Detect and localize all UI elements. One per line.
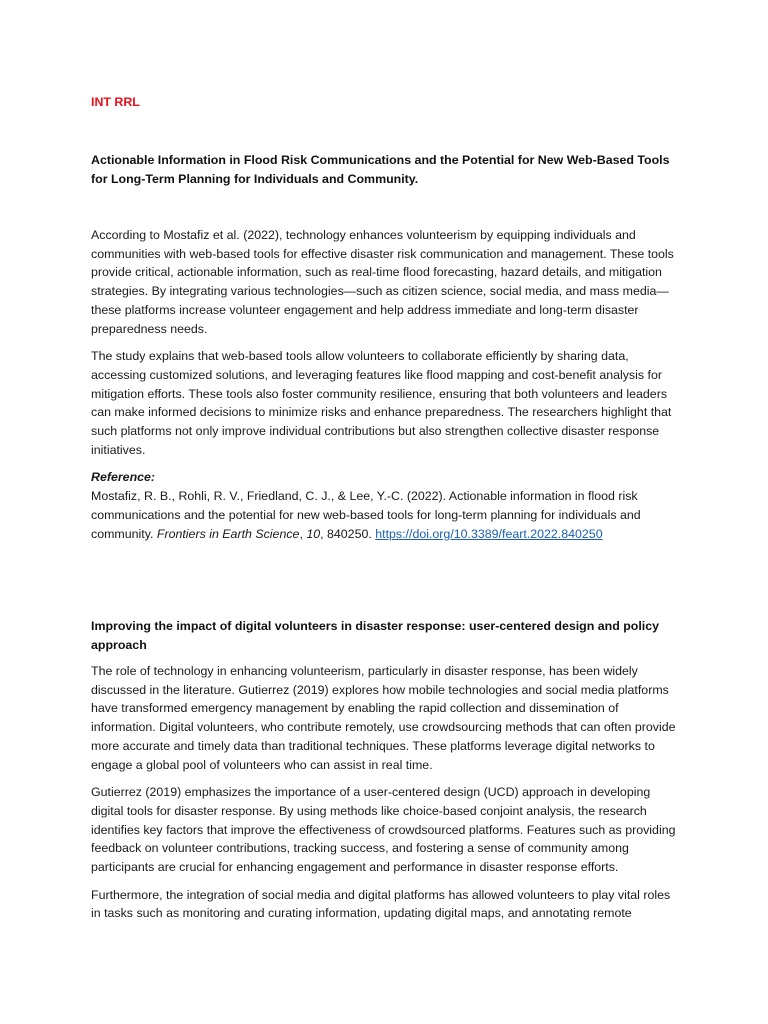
section-2 xyxy=(91,617,681,923)
section-2-title: Improving the impact of digital volunteers in disaster response: user-centered design and policy approach xyxy=(91,619,660,652)
section-1-paragraph-2: The study explains that web-based tools allow volunteers to collaborate efficiently by sharing data, accessing customized solutions, and leveraging features like flood mapping and cost-benefit analysis for mitigation efforts. These tools also foster community resilience, ensuring that both volunteers and leaders can make informed decisions to minimize risks and enhance preparedness. The researchers highlight that such platforms not only improve individual contributions but also strengthen collective disaster response initiatives. xyxy=(91,349,672,457)
section-1-paragraph-1: According to Mostafiz et al. (2022), technology enhances volunteerism by equipping individuals and communities with web-based tools for effective disaster risk communication and management. These tools provide critical, actionable information, such as real-time flood forecasting, hazard details, and mitigation strategies. By integrating various technologies—such as citizen science, social media, and mass media—these platforms increase volunteer engagement and help address immediate and long-term disaster preparedness needs. xyxy=(91,228,674,336)
section-1 xyxy=(91,151,681,543)
reference-block xyxy=(91,468,681,543)
section-2-paragraph-3: Furthermore, the integration of social media and digital platforms has allowed volunteers to play vital roles in tasks such as monitoring and curating information, updating digital maps, and annotating remote xyxy=(91,887,671,921)
header-label: INT RRL xyxy=(91,95,140,109)
reference-authors-title: Mostafiz, R. B., Rohli, R. V., Friedland, C. J., & Lee, Y.-C. (2022). Actionable information in flood risk communications and the potential for new web-based tools for long-term planning for individuals and community. xyxy=(91,489,641,541)
section-1-title: Actionable Information in Flood Risk Communications and the Potential for New Web-Based Tools for Long-Term Planning for Individuals and Community. xyxy=(91,153,670,186)
reference-doi-link[interactable]: https://doi.org/10.3389/feart.2022.840250 xyxy=(375,526,603,541)
section-2-paragraph-1: The role of technology in enhancing volunteerism, particularly in disaster response, has been widely discussed in the literature. Gutierrez (2019) explores how mobile technologies and social media platforms have transformed emergency management by enabling the rapid collection and dissemination of information. Digital volunteers, who contribute remotely, use crowdsourcing methods that can often provide more accurate and timely data than traditional techniques. These platforms leverage digital networks to engage a global pool of volunteers who can assist in real time. xyxy=(91,664,676,772)
reference-label: Reference: xyxy=(91,470,156,485)
reference-volume: 10 xyxy=(306,526,321,541)
reference-citation xyxy=(91,487,681,543)
reference-journal: Frontiers in Earth Science xyxy=(156,526,300,541)
reference-separator: , xyxy=(299,526,307,541)
reference-pages: , 840250. xyxy=(320,526,376,541)
section-2-paragraph-2: Gutierrez (2019) emphasizes the importance of a user-centered design (UCD) approach in developing digital tools for disaster response. By using methods like choice-based conjoint analysis, the research identifies key factors that improve the effectiveness of crowdsourced platforms. Features such as providing feedback on volunteer contributions, tracking success, and fostering a sense of community among participants are crucial for enhancing engagement and performance in disaster response efforts. xyxy=(91,785,676,875)
